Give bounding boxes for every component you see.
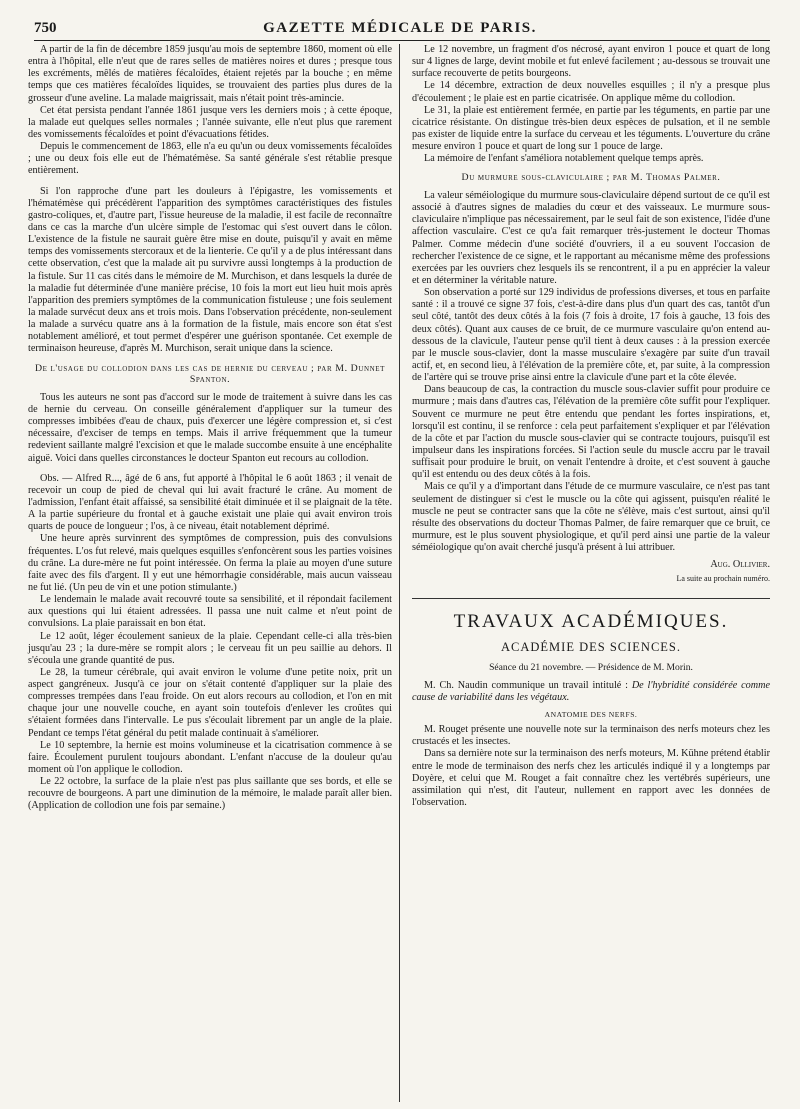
travaux-title: TRAVAUX ACADÉMIQUES. (453, 610, 729, 632)
paragraph: Le 28, la tumeur cérébrale, qui avait environ le volume d'une petite noix, prit un aspect gangréneux. Jusqu'à ce jour on s'était contenté d'appliquer sur la plaie des compresses trempées dans l'eau froide. On eut alors recours au collodion, et l'on en mit chaque jour une nouvelle couche, en ayant soin toutefois d'enlever les croûtes qui s'étaient formées dans l'intervalle. Le pus s'écoulait librement par un angle de la plaie. Pendant ce temps l'état général du petit malade continuait à s'améliorer. (28, 666, 392, 739)
naudin-text: M. Ch. Naudin communique un travail intitulé : (424, 679, 632, 691)
paragraph: Si l'on rapproche d'une part les douleurs à l'épigastre, les vomissements et l'hématémèse qui précédèrent l'apparition des symptômes caractéristiques des fistules gastro-coliques, et, d'autre part, l'issue heureuse de la maladie, il est facile de reconnaître dans ce cas la marche d'un ulcère simple de l'estomac qui s'est ouvert dans le côlon. L'existence de la fistule ne saurait guère être mise en doute, puisqu'il y avait en même temps des vomissements stercoraux et de la lienterie. Ce qu'il y a de plus intéressant dans cette observation, c'est que la malade ait pu survivre aussi longtemps à la production de la fistule. Sur 11 cas cités dans le mémoire de M. Murchison, et dans lesquels la durée de la maladie fut déterminée d'une manière précise, 10 fois la mort eut lieu huit mois après l'apparition des premiers symptômes de la communication fistuleuse ; une fois seulement la malade survécut deux ans et trois mois. Dans l'observation précédente, non-seulement la malade a survécu quatre ans à la formation de la fistule, mais encore son état s'est notablement amélioré, et tout permet d'espérer une guérison spontanée. Cet exemple de terminaison heureuse, d'après M. Murchison, serait unique dans la science. (28, 185, 392, 355)
paragraph: La mémoire de l'enfant s'améliora notablement quelque temps après. (424, 153, 704, 165)
continued-note: La suite au prochain numéro. (676, 574, 770, 584)
page-header (34, 2, 766, 42)
paragraph: Depuis le commencement de 1863, elle n'a eu qu'un ou deux vomissements fécaloïdes ; une ou deux fois elle eut de l'hématémèse. Sa santé générale s'est rétablie presque entièrement. (28, 141, 392, 177)
paragraph: Mais ce qu'il y a d'important dans l'étude de ce murmure vasculaire, ce n'est pas tant seulement de distinguer si c'est le muscle ou la côte qui agissent, puisqu'en réalité le muscle ne peut se contracter sans que la côte ne s'élève, mais c'est surtout, ainsi qu'il résulte des observations du docteur Thomas Palmer, de faire remarquer que ce bruit, ce murmure, est le plus souvent physiologique, et qu'il perd ainsi une partie de la valeur séméiologique qu'on avait cherché jusqu'à présent à lui attribuer. (412, 481, 770, 554)
paragraph: Le 14 décembre, extraction de deux nouvelles esquilles ; il n'y a presque plus d'écoulement ; le plaie est en partie cicatrisée. On applique même du collodion. (412, 80, 770, 104)
paragraph: Le 10 septembre, la hernie est moins volumineuse et la cicatrisation commence à se faire. Écoulement purulent toujours abondant. L'enfant n'accuse de la douleur qu'au moment où l'on applique le collodion. (28, 739, 392, 776)
paragraph: Le 12 août, léger écoulement sanieux de la plaie. Cependant celle-ci alla très-bien jusqu'au 23 ; la dure-mère se rompit alors ; le cerveau fit un peu saillie au dehors. Il s'écoula une grande quantité de pus. (28, 630, 392, 666)
paragraph: Une heure après survinrent des symptômes de compression, puis des convulsions fréquentes. L'os fut relevé, mais quelques esquilles s'enfoncèrent sous les parties voisines du crâne. La dure-mère ne fut point intéressée. On ferma la plaie au moyen d'une suture faite avec des fils d'argent. Il y eut une hémorrhagie considérable, mais aucun vaisseau ne fut lié. (Un peu de vin et une potion stimulante.) (28, 533, 392, 593)
paragraph: Le 31, la plaie est entièrement fermée, en partie par les téguments, en partie par une cicatrice résistante. On distingue très-bien deux espèces de pulsation, et il ne semble pas exister de liquide entre la surface du cerveau et les téguments. L'ouverture du crâne mesure environ 1 pouce et quart de long sur 1 pouce de large. (412, 104, 770, 153)
paragraph-naudin (412, 680, 770, 704)
paragraph: Le 12 novembre, un fragment d'os nécrosé, ayant environ 1 pouce et quart de long sur 4 lignes de large, devint mobile et fut enlevé facilement ; au-dessous se trouvait une surface recouverte de petits bourgeons. (412, 44, 770, 80)
paragraph: Le 22 octobre, la surface de la plaie n'est pas plus saillante que ses bords, et elle se recouvre de bourgeons. A part une diminution de la mémoire, le malade paraît aller bien. (Application de collodion une fois par semaine.) (28, 776, 392, 812)
paragraph: M. Rouget présente une nouvelle note sur la terminaison des nerfs moteurs chez les crustacés et les insectes. (412, 724, 770, 748)
journal-title: GAZETTE MÉDICALE DE PARIS. (263, 20, 537, 36)
column-divider (399, 44, 400, 1102)
seance-line: Séance du 21 novembre. — Présidence de M. Morin. (489, 662, 693, 674)
subsection-title: ANATOMIE DES NERFS. (544, 710, 638, 720)
paragraph: Son observation a porté sur 129 individus de professions diverses, et tous en parfaite santé : il a trouvé ce signe 37 fois, c'est-à-dire dans plus d'un quart des cas, tantôt d'un seul côté, tantôt des deux côtés à la fois (7 fois à droite, 17 fois à gauche, 13 fois des deux côtés). Quant aux causes de ce bruit, de ce murmure vasculaire qu'on entend au-dessous de la clavicule, l'auteur pense qu'il tient à deux causes : à la pression exercée par le muscle sous-clavier, dont la masse musculaire s'exagère par suite d'un travail actif, et, en second lieu, à l'élévation de la première côte, et, par suite, à la compression de l'artère qui se trouve prise ainsi entre la clavicule d'une part et la côte élevée. (412, 287, 770, 384)
paragraph: La valeur séméiologique du murmure sous-claviculaire dépend surtout de ce qu'il est associé à d'autres signes de maladies du cœur et des vaisseaux. Le murmure sous-claviculaire n'implique pas nécessairement, par le seul fait de son existence, l'idée d'une affection vasculaire. C'est ce qu'a fait remarquer très-justement le docteur Thomas Palmer. Comme médecin d'une société d'ouvriers, il a eu souvent l'occasion de rechercher l'existence de ce signe, et le rapportant au mécanisme même des professions exercées par les ouvriers chez lesquels ils se rencontrent, il a pu en apprécier la valeur et en déterminer la véritable nature. (412, 190, 770, 287)
section-rule (412, 598, 770, 599)
paragraph: Dans sa dernière note sur la terminaison des nerfs moteurs, M. Kühne prétend établir entre le mode de terminaison des nerfs chez les articulés indiqué il y a longtemps par Doyère, et celui que M. Rouget a fait connaître chez les vertébrés supérieurs, une assimilation qui n'est, dit l'auteur, nullement en rapport avec les données de l'observation. (412, 748, 770, 808)
header-rule (34, 40, 770, 41)
page-number: 750 (34, 20, 57, 36)
paragraph: Le lendemain le malade avait recouvré toute sa sensibilité, et il répondait facilement aux questions qui lui étaient adressées. Il passa une nuit calme et n'eut point de convulsions. La plaie paraissait en bon état. (28, 594, 392, 630)
academie-title: ACADÉMIE DES SCIENCES. (501, 639, 681, 654)
paragraph: Dans beaucoup de cas, la contraction du muscle sous-clavier suffit pour produire ce murmure ; mais dans d'autres cas, l'élévation de la première côte suffit pour l'expliquer. Souvent ce murmure ne peut être entendu que pendant les fortes inspirations, et, lorsqu'il est continu, il se renforce : cela peut parfaitement s'expliquer et par l'élévation de la côte et par l'action du muscle sous-clavier qui se contracte toujours, puisqu'il est impulseur dans les inspirations forcées. Si l'action seule du muscle accru par le travail suffisait pour produire le bruit, on venait l'entendre à droite, et c'est souvent à gauche qu'il est entendu ou des deux côtés à la fois. (412, 384, 770, 481)
section-title: De l'usage du collodion dans les cas de hernie du cerveau ; par M. Dunnet Spanton. (34, 362, 386, 386)
section-title: Du murmure sous-claviculaire ; par M. Thomas Palmer. (461, 172, 721, 184)
left-column (28, 44, 392, 813)
paragraph: Cet état persista pendant l'année 1861 jusque vers les derniers mois ; à cette époque, la malade eut quelques selles normales ; l'année suivante, elle n'eut plus que rarement des vomissements fécaloïdes et point d'évacuations fétides. (28, 104, 392, 140)
naudin-work-title: De l'hybridité considérée comme cause de variabilité dans les végétaux. (412, 679, 770, 703)
observation-paragraph: Obs. — Alfred R..., âgé de 6 ans, fut apporté à l'hôpital le 6 août 1863 ; il venait de recevoir un coup de pied de cheval qui lui avait fracturé le crâne. Au moment de l'admission, l'enfant était affaissé, sa sensibilité était diminuée et il se plaignait de la tête. A la partie supérieure du frontal et à gauche existait une plaie qui avait environ trois quarts de pouce de longueur ; l'os, à ce niveau, était notablement déprimé. (28, 472, 392, 533)
author-signature: Aug. Ollivier. (710, 559, 770, 571)
right-column (412, 44, 770, 809)
paragraph: Tous les auteurs ne sont pas d'accord sur le mode de traitement à suivre dans les cas de hernie du cerveau. On conseille généralement d'appliquer sur la tumeur des compresses imbibées d'eau de chaux, puis d'exercer une légère compression et, si c'est nécessaire, d'exciser de temps en temps. Mais il arrive fréquemment que la tumeur redevient saillante malgré l'excision et que le malade succombe ensuite à une encéphalite aiguë. Voici dans quelles circonstances le docteur Spanton eut recours au collodion. (28, 391, 392, 464)
paragraph: A partir de la fin de décembre 1859 jusqu'au mois de septembre 1860, moment où elle entra à l'hôpital, elle n'eut que de rares selles de matières noires et dures ; presque tous les excréments, mêlés de matières fécaloïdes, étaient rejetés par la bouche ; en même temps que ces matières fécaloïdes liquides, se trouvaient des parties plus dures de la grosseur d'une aveline. La malade maigrissait, mais n'était point très-amincie. (28, 44, 392, 104)
